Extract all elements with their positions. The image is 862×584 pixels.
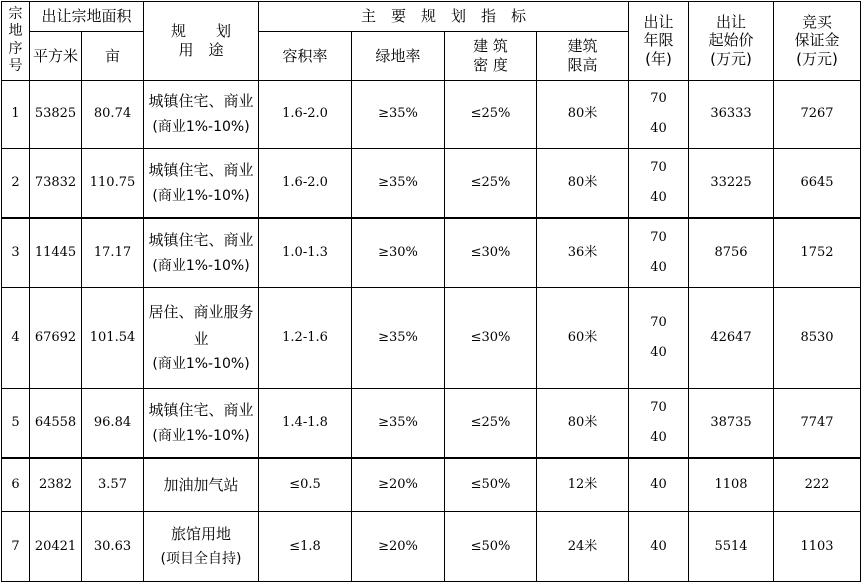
cell-use	[144, 80, 259, 149]
cell-mu: 101.54	[82, 288, 144, 389]
cell-deposit: 8530	[774, 288, 861, 389]
cell-seq: 2	[2, 149, 30, 219]
header-height	[537, 32, 629, 80]
header-term-line3: (年)	[645, 50, 672, 69]
header-indicators-group: 主 要 规 划 指 标	[259, 2, 629, 32]
header-area-group: 出让宗地面积	[30, 2, 144, 32]
table-row	[2, 512, 861, 582]
cell-price: 5514	[689, 512, 774, 582]
cell-sqm: 67692	[30, 288, 82, 389]
cell-density: ≤30%	[445, 218, 537, 288]
cell-term-a: 70	[650, 400, 667, 416]
cell-mu: 3.57	[82, 458, 144, 511]
cell-far: ≤1.8	[259, 512, 352, 582]
cell-use-line1: 居住、商业服务	[148, 302, 254, 321]
cell-seq: 4	[2, 288, 30, 389]
cell-term-a: 70	[650, 160, 667, 176]
cell-far: 1.0-1.3	[259, 218, 352, 288]
header-price-line2: 起始价	[708, 31, 754, 50]
cell-green: ≥35%	[352, 80, 445, 149]
cell-deposit: 7747	[774, 389, 861, 459]
cell-green: ≥35%	[352, 389, 445, 459]
cell-term	[629, 80, 689, 149]
cell-use	[144, 389, 259, 459]
cell-term-a: 70	[650, 230, 667, 246]
cell-green: ≥20%	[352, 512, 445, 582]
cell-use-line3: (商业1%-10%)	[152, 427, 250, 444]
cell-use-line3: (商业1%-10%)	[152, 187, 250, 204]
cell-term	[629, 389, 689, 459]
table-row	[2, 149, 861, 219]
header-row-1	[2, 2, 861, 32]
cell-use-line3: (商业1%-10%)	[152, 258, 250, 274]
cell-height: 80米	[537, 389, 629, 459]
cell-use	[144, 218, 259, 288]
header-far: 容积率	[259, 32, 352, 80]
table-row	[2, 389, 861, 459]
header-height-line1: 建筑	[567, 37, 598, 56]
cell-use-line2: 业	[193, 329, 209, 348]
cell-mu: 96.84	[82, 389, 144, 459]
cell-use-line1: 城镇住宅、商业	[148, 161, 254, 180]
header-seq-char: 地	[8, 23, 23, 40]
cell-use	[144, 149, 259, 219]
header-seq-char: 序	[8, 40, 23, 57]
header-price-line3: (万元)	[710, 50, 752, 69]
cell-density: ≤50%	[445, 512, 537, 582]
cell-height: 80米	[537, 149, 629, 219]
land-parcel-table	[1, 1, 861, 582]
header-seq	[2, 2, 30, 81]
header-deposit-line3: (万元)	[796, 50, 838, 69]
cell-term-b: 40	[650, 190, 667, 206]
cell-deposit: 6645	[774, 149, 861, 219]
cell-density: ≤30%	[445, 288, 537, 389]
cell-green: ≥30%	[352, 218, 445, 288]
cell-term-b: 40	[650, 121, 667, 137]
header-term	[629, 2, 689, 81]
cell-use-line1: 加油加气站	[163, 475, 239, 494]
cell-deposit: 7267	[774, 80, 861, 149]
cell-sqm: 2382	[30, 458, 82, 511]
cell-price: 1108	[689, 458, 774, 511]
table-row	[2, 218, 861, 288]
cell-mu: 30.63	[82, 512, 144, 582]
header-use-line2: 用 途	[178, 40, 224, 59]
cell-height: 80米	[537, 80, 629, 149]
cell-far: 1.2-1.6	[259, 288, 352, 389]
cell-sqm: 11445	[30, 218, 82, 288]
cell-term-a: 70	[650, 315, 667, 331]
cell-term: 40	[629, 512, 689, 582]
cell-term-b: 40	[650, 430, 667, 446]
header-density-line1: 建 筑	[473, 37, 508, 56]
cell-term	[629, 218, 689, 288]
cell-term: 40	[629, 458, 689, 511]
cell-term	[629, 288, 689, 389]
cell-seq: 3	[2, 218, 30, 288]
cell-far: ≤0.5	[259, 458, 352, 511]
cell-use-line3: (商业1%-10%)	[152, 119, 250, 136]
cell-far: 1.6-2.0	[259, 80, 352, 149]
cell-deposit: 222	[774, 458, 861, 511]
cell-use-line3: (项目全自持)	[160, 551, 242, 568]
header-term-line2: 年限	[643, 31, 674, 50]
cell-deposit: 1103	[774, 512, 861, 582]
cell-green: ≥35%	[352, 149, 445, 219]
cell-use	[144, 512, 259, 582]
cell-mu: 110.75	[82, 149, 144, 219]
header-use	[144, 2, 259, 81]
cell-price: 33225	[689, 149, 774, 219]
cell-term-a: 70	[650, 91, 667, 107]
cell-mu: 17.17	[82, 218, 144, 288]
header-deposit-line2: 保证金	[794, 31, 840, 50]
cell-use	[144, 458, 259, 511]
header-green: 绿地率	[352, 32, 445, 80]
header-deposit	[774, 2, 861, 81]
cell-use-line1: 城镇住宅、商业	[148, 401, 254, 420]
cell-term-b: 40	[650, 345, 667, 361]
header-use-line1: 规 划	[171, 22, 232, 41]
cell-density: ≤25%	[445, 149, 537, 219]
cell-density: ≤25%	[445, 389, 537, 459]
header-seq-char: 宗	[8, 5, 23, 22]
cell-price: 42647	[689, 288, 774, 389]
cell-use	[144, 288, 259, 389]
cell-height: 24米	[537, 512, 629, 582]
cell-term-b: 40	[650, 260, 667, 276]
header-deposit-line1: 竞买	[802, 12, 833, 31]
cell-price: 38735	[689, 389, 774, 459]
table-row	[2, 458, 861, 511]
cell-height: 36米	[537, 218, 629, 288]
cell-far: 1.6-2.0	[259, 149, 352, 219]
cell-height: 12米	[537, 458, 629, 511]
cell-far: 1.4-1.8	[259, 389, 352, 459]
cell-sqm: 53825	[30, 80, 82, 149]
header-price	[689, 2, 774, 81]
header-height-line2: 限高	[567, 55, 598, 74]
cell-density: ≤50%	[445, 458, 537, 511]
cell-sqm: 73832	[30, 149, 82, 219]
cell-height: 60米	[537, 288, 629, 389]
header-area-mu: 亩	[82, 32, 144, 80]
header-density	[445, 32, 537, 80]
table-row	[2, 288, 861, 389]
cell-green: ≥35%	[352, 288, 445, 389]
cell-seq: 6	[2, 458, 30, 511]
cell-use-line1: 城镇住宅、商业	[148, 92, 254, 111]
cell-use-line1: 旅馆用地	[171, 524, 232, 543]
cell-deposit: 1752	[774, 218, 861, 288]
cell-green: ≥20%	[352, 458, 445, 511]
cell-seq: 7	[2, 512, 30, 582]
cell-mu: 80.74	[82, 80, 144, 149]
cell-price: 8756	[689, 218, 774, 288]
header-area-sqm: 平方米	[30, 32, 82, 80]
cell-price: 36333	[689, 80, 774, 149]
cell-seq: 5	[2, 389, 30, 459]
cell-use-line3: (商业1%-10%)	[152, 356, 250, 373]
cell-sqm: 20421	[30, 512, 82, 582]
table-row	[2, 80, 861, 149]
header-density-line2: 密 度	[473, 55, 508, 74]
cell-sqm: 64558	[30, 389, 82, 459]
cell-density: ≤25%	[445, 80, 537, 149]
header-seq-char: 号	[8, 58, 23, 75]
header-term-line1: 出让	[643, 12, 674, 31]
cell-use-line1: 城镇住宅、商业	[148, 231, 254, 250]
cell-term	[629, 149, 689, 219]
cell-seq: 1	[2, 80, 30, 149]
header-price-line1: 出让	[716, 12, 747, 31]
